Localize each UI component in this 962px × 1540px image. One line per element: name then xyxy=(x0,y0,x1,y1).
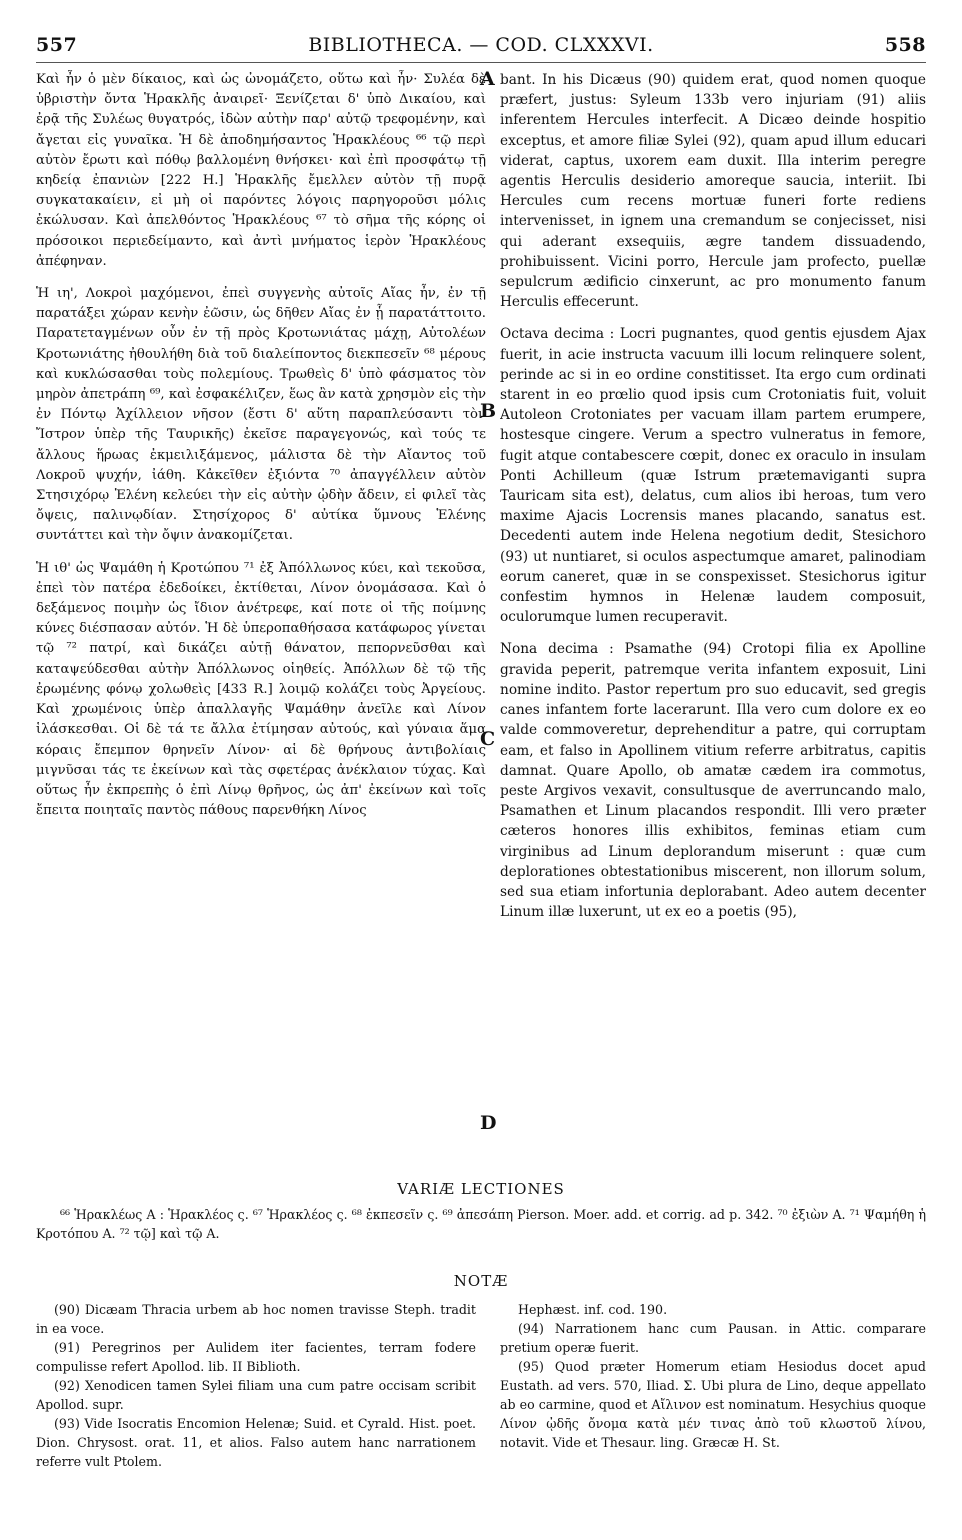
greek-paragraph: Καὶ ἦν ὁ μὲν δίκαιος, καὶ ὡς ὠνομάζετο, οὕτω καὶ ἦν· Συλέα δὲ ὑβριστὴν ὄντα Ἡρακλῆς ἀναιρεῖ· Ξενίζεται δ' ὑπὸ Δικαίου, καὶ ἐρᾷ τῆς Συλέως θυγατρός, ἰδὼν αὐτὴν παρ' αὐτῷ τρεφομένην, καὶ ἄγεται εἰς γυναῖκα. Ἡ δὲ ἀποδημήσαντος Ἡρακλέους ⁶⁶ τῷ περὶ αὐτὸν ἔρωτι καὶ πόθῳ βαλλομένη θνήσκει· καὶ ἐπὶ προσφάτῳ τῇ κηδείᾳ ἐπανιὼν [222 H.] Ἡρακλῆς ἔμελλεν αὐτὸν τῇ πυρᾷ συγκατακαίειν, εἰ μὴ οἱ παρόντες λόγοις παρηγοροῦσι μόλις ἐκώλυσαν. Καὶ ἀπελθόντος Ἡρακλέους ⁶⁷ τὸ σῆμα τῆς κόρης οἱ πρόσοικοι περιεδείμαντο, καὶ ἀντὶ μνήματος ἱερὸν Ἡρακλέους ἀπέφηναν. xyxy=(36,72,486,269)
notae-title: NOTÆ xyxy=(453,1272,509,1290)
running-title: BIBLIOTHECA. — COD. CLXXXVI. xyxy=(308,34,654,56)
footnote: Hephæst. inf. cod. 190. xyxy=(518,1302,668,1317)
footnote: (91) Peregrinos per Aulidem iter facientes, terram fodere compulisse refert Apollod. lib. II Biblioth. xyxy=(36,1340,476,1374)
greek-column xyxy=(36,70,486,833)
notes-left-column xyxy=(36,1300,476,1471)
notes-right-column xyxy=(500,1300,926,1452)
footnote: (95) Quod præter Homerum etiam Hesiodus docet apud Eustath. ad vers. 570, Iliad. Σ. Ubi plura de Lino, deque appellato ab eo carmine, quod et Αἴλινον est nominatum. Hesychius quoque Λίνον ᾠδῆς ὄνομα κατὰ μέν τινας ἀπὸ τοῦ κλωστοῦ λίνου, notavit. Vide et Thesaur. ling. Græcæ H. St. xyxy=(500,1359,926,1450)
latin-paragraph: Nona decima : Psamathe (94) Crotopi filia ex Apolline gravida peperit, patremque verita infantem exposuit, Lini nomine indito. Pastor repertum pro suo educavit, sed gregis canes infantem forte lacerarunt. Illa vero cum dolore ex eo valde commoveretur, deprehenditur a patre, qui corruptam eam, et falso in Apollinem vitium referre arbitratus, capitis damnat. Quare Apollo, ob amatæ cædem ira commotus, peste Argivos vexavit, consultusque de averruncando malo, Psamathen et Linum placandos respondit. Illi vero præter cæteros honores illis exhibitos, feminas etiam cum virginibus ad Linum deplorandum miserunt : quæ cum deplorationes obtestationibus miscerent, non illorum solum, sed sua etiam infortunia deplorabant. Adeo autem decenter Linum illæ luxerunt, ut ex eo a poetis (95), xyxy=(500,641,926,921)
margin-marker-b: B xyxy=(480,400,497,422)
variae-lectiones-text: ⁶⁶ Ἡρακλέως A : Ἡρακλέος ς. ⁶⁷ Ἡρακλέος ς. ⁶⁸ ἐκπεσεῖν ς. ⁶⁹ ἀπεσάπη Pierson. Moer. add. et corrig. ad p. 342. ⁷⁰ ἐξιὼν A. ⁷¹ Ψαμήθη ἡ Κροτόπου A. ⁷² τῷ] καὶ τῷ A. xyxy=(36,1207,926,1241)
running-header xyxy=(36,34,926,58)
greek-paragraph: Ἡ ιθ' ὡς Ψαμάθη ἡ Κροτώπου ⁷¹ ἐξ Ἀπόλλωνος κύει, καὶ τεκοῦσα, ἐπεὶ τὸν πατέρα ἐδεδοίκει, ἐκτίθεται, Λίνον ὀνομάσασα. Καὶ ὁ δεξάμενος ποιμὴν ὡς ἴδιον ἀνέτρεφε, καί ποτε οἱ τῆς ποίμνης κύνες διέσπασαν αὐτόν. Ἡ δὲ ὑπεροπαθήσασα κατάφωρος γίνεται τῷ ⁷² πατρί, καὶ δικάζει αὐτῇ θάνατον, πεπορνεῦσθαι καὶ καταψεύδεσθαι αὐτὴν Ἀπόλλωνος οἰηθείς. Ἀπόλλων δὲ τῷ τῆς ἐρωμένης φόνῳ χολωθεὶς [433 R.] λοιμῷ κολάζει τοὺς Ἀργείους. Καὶ χρωμένοις ὑπὲρ ἀπαλλαγῆς Ψαμάθην ἀνεῖλε καὶ Λίνον ἱλάσκεσθαι. Οἱ δὲ τά τε ἄλλα ἐτίμησαν αὐτούς, καὶ γύναια ἅμα κόραις ἔπεμπον θρηνεῖν Λίνον· αἱ δὲ θρήνους ἀντιβολίαις μιγνῦσαι τάς τε ἐκείνων καὶ τὰς σφετέρας ἀνέκλαιον τύχας. Καὶ οὕτως ἦν ἐκπρεπὴς ὁ ἐπὶ Λίνῳ θρῆνος, ὡς ἀπ' ἐκείνων καὶ τοῖς ἔπειτα ποιηταῖς παντὸς πάθους παρενθήκη Λίνος xyxy=(36,560,486,819)
footnote: (90) Dicæam Thracia urbem ab hoc nomen travisse Steph. tradit in ea voce. xyxy=(36,1302,476,1336)
footnote: (93) Vide Isocratis Encomion Helenæ; Suid. et Cyrald. Hist. poet. Dion. Chrysost. orat. 11, et alios. Falso autem hanc narrationem referre vult Ptolem. xyxy=(36,1416,476,1469)
latin-paragraph: bant. In his Dicæus (90) quidem erat, quod nomen quoque præfert, justus: Syleum 133b vero injuriam (91) aliis inferentem Hercules interfecit. A Dicæo deinde hospitio exceptus, et amore filiæ Sylei (92), quam apud illum educari viderat, captus, uxorem eam duxit. Illa interim peregre agentis Herculis desiderio amoreque saucia, interiit. Ibi Hercules cum recens mortuæ funeri forte rediens intervenisset, in ignem una cremandum se conjecisset, nisi qui aderant exsequiis, ægre tandem dissuadendo, prohibuissent. Vicini porro, Hercule jam profecto, puellæ sepulcrum ædificio cinxerunt, ac pro monumento fanum Herculis effecerunt. xyxy=(500,72,926,311)
margin-marker-a: A xyxy=(480,68,495,90)
footnote: (94) Narrationem hanc cum Pausan. in Attic. comparare pretium operæ fuerit. xyxy=(500,1321,926,1355)
page-number-left: 557 xyxy=(36,34,78,56)
latin-column xyxy=(500,70,926,934)
header-rule xyxy=(36,62,926,63)
footnote: (92) Xenodicen tamen Sylei filiam una cum patre occisam scribit Apollod. supr. xyxy=(36,1378,476,1412)
variae-lectiones-title: VARIÆ LECTIONES xyxy=(397,1180,565,1198)
margin-marker-c: C xyxy=(480,728,496,750)
latin-paragraph: Octava decima : Locri pugnantes, quod gentis ejusdem Ajax fuerit, in acie instructa vacuum illi locum relinquere solent, perinde ac si in eo ordine constitisset. Ita ergo cum ordinati starent in eo prœlio quod ipsis cum Crotoniatis fuit, voluit Autoleon Crotoniates per vacuam illam partem erumpere, hostesque cingere. Verum a spectro vulneratus in femore, fugit atque contabescere cœpit, donec ex oraculo in insulam Ponti Achilleum (quæ Istrum prætemaviganti supra Tauricam sita est), delatus, cum alios ibi heroas, tum vero maxime Ajacis Locrensis manes placando, sanatus est. Decedenti autem inde Helena negotium dedit, Stesichoro (93) ut nuntiaret, si oculos aspectumque amaret, palinodiam eorum caneret, quæ in se conspexisset. Stesichorus igitur confestim hymnos in Helenæ laudem composuit, oculorumque lumen recuperavit. xyxy=(500,326,926,626)
page-number-right: 558 xyxy=(884,34,926,56)
greek-paragraph: Ἡ ιη', Λοκροὶ μαχόμενοι, ἐπεὶ συγγενὴς αὐτοῖς Αἴας ἦν, ἐν τῇ παρατάξει χώραν κενὴν ἐῶσιν, ὡς δῆθεν Αἴας ἐν ᾗ παρατάττοιτο. Παρατεταγμένων οὖν ἐν τῇ πρὸς Κροτωνιάτας μάχῃ, Αὐτολέων Κροτωνιάτης ἠθουλήθη διὰ τοῦ διαλείποντος διεκπεσεῖν ⁶⁸ μέρους καὶ κυκλώσασθαι τοὺς πολεμίους. Τρωθεὶς δ' ὑπὸ φάσματος τὸν μηρὸν ἀπετράπη ⁶⁹, καὶ ἐσφακέλιζεν, ἕως ἂν κατὰ χρησμὸν εἰς τὴν ἐν Πόντῳ Ἀχίλλειον νῆσον (ἔστι δ' αὕτη παραπλεύσαντι τὸν Ἴστρον ὑπὲρ τῆς Ταυρικῆς) ἐκεῖσε παραγεγονώς, καὶ τούς τε ἄλλους ἥρωας ἐκμειλιξάμενος, μάλιστα δὲ τὴν Αἴαντος τοῦ Λοκροῦ ψυχήν, ἰάθη. Κἀκεῖθεν ἐξιόντα ⁷⁰ ἀπαγγέλλειν αὐτὸν Στησιχόρῳ Ἑλένη κελεύει τὴν εἰς αὐτὴν ᾠδὴν ἄδειν, εἰ φιλεῖ τὰς ὄψεις, παλινῳδίαν. Στησίχορος δ' αὐτίκα ὕμνους Ἑλένης συντάττει καὶ τὴν ὄψιν ἀνακομίζεται. xyxy=(36,286,486,544)
margin-marker-d: D xyxy=(480,1112,497,1134)
